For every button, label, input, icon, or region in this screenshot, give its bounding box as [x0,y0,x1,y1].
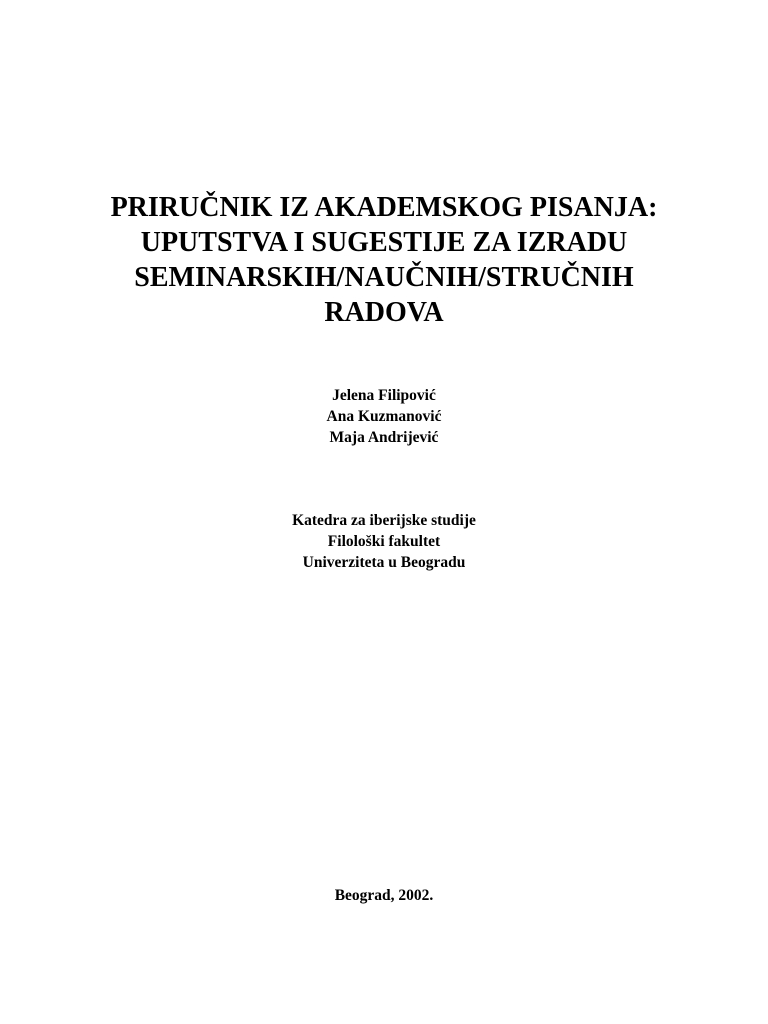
institution-line: Katedra za iberijske studije [292,512,476,529]
title-line: PRIRUČNIK IZ AKADEMSKOG PISANJA: [110,192,658,223]
place-and-date: Beograd, 2002. [334,887,434,904]
title-line: SEMINARSKIH/NAUČNIH/STRUČNIH [134,262,634,293]
title-line: UPUTSTVA I SUGESTIJE ZA IZRADU [140,227,628,258]
institution-line: Filološki fakultet [327,533,441,550]
document-title [0,190,768,330]
author-list [0,385,768,448]
author-name: Jelena Filipović [332,387,436,404]
title-line: RADOVA [324,297,444,328]
institution-line: Univerziteta u Beogradu [302,554,466,571]
author-name: Maja Andrijević [329,429,439,446]
author-name: Ana Kuzmanović [326,408,442,425]
institution-block [0,510,768,573]
